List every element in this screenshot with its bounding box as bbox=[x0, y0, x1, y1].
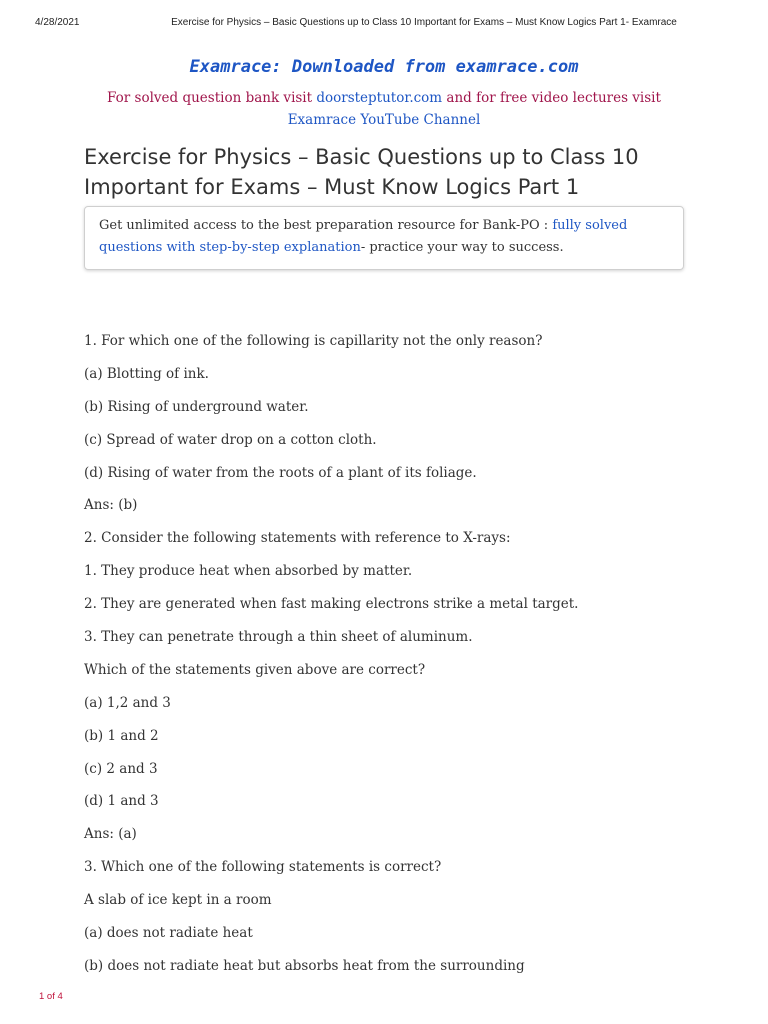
question-line: (b) Rising of underground water. bbox=[84, 398, 309, 415]
question-line: (b) does not radiate heat but absorbs heat from the surrounding bbox=[84, 957, 525, 974]
question-line: (d) 1 and 3 bbox=[84, 793, 159, 810]
access-notice-box bbox=[84, 206, 684, 270]
print-header bbox=[0, 17, 768, 31]
promo-text bbox=[0, 87, 768, 131]
question-line: Which of the statements given above are correct? bbox=[84, 661, 426, 678]
fully-solved-link[interactable]: fully solved questions with step-by-step explanation bbox=[99, 218, 628, 255]
notice-suffix: - practice your way to success. bbox=[360, 240, 564, 255]
page-title: Exercise for Physics – Basic Questions up to Class 10 Important for Exams – Must Know Logics Part 1 bbox=[84, 145, 639, 199]
notice-prefix: Get unlimited access to the best preparation resource for Bank-PO : bbox=[99, 218, 553, 233]
question-line: (b) 1 and 2 bbox=[84, 727, 159, 744]
question-line: (c) Spread of water drop on a cotton cloth. bbox=[84, 431, 377, 448]
question-line: (a) does not radiate heat bbox=[84, 925, 253, 942]
question-line: 2. Consider the following statements with reference to X-rays: bbox=[84, 530, 511, 547]
question-line: 1. They produce heat when absorbed by matter. bbox=[84, 563, 413, 580]
question-line: (a) Blotting of ink. bbox=[84, 365, 209, 382]
youtube-channel-link[interactable]: Examrace YouTube Channel bbox=[287, 112, 481, 128]
print-page-title: Exercise for Physics – Basic Questions up to Class 10 Important for Exams – Must Know Logics Part 1- Examrace bbox=[171, 17, 677, 28]
question-line: (c) 2 and 3 bbox=[84, 760, 158, 777]
page-number: 1 of 4 bbox=[39, 991, 63, 1002]
question-line: (a) 1,2 and 3 bbox=[84, 694, 171, 711]
promo-middle: and for free video lectures visit bbox=[442, 90, 661, 106]
question-line: (d) Rising of water from the roots of a plant of its foliage. bbox=[84, 464, 477, 481]
question-line: 3. Which one of the following statements is correct? bbox=[84, 859, 442, 876]
question-line: 3. They can penetrate through a thin sheet of aluminum. bbox=[84, 629, 473, 646]
question-content bbox=[84, 330, 724, 988]
print-date: 4/28/2021 bbox=[35, 17, 80, 28]
promo-prefix: For solved question bank visit bbox=[107, 90, 317, 106]
question-line: A slab of ice kept in a room bbox=[84, 892, 272, 909]
question-line: 1. For which one of the following is capillarity not the only reason? bbox=[84, 333, 543, 349]
doorsteptutor-link[interactable]: doorsteptutor.com bbox=[316, 90, 443, 106]
answer-line: Ans: (b) bbox=[84, 497, 138, 514]
question-line: 2. They are generated when fast making electrons strike a metal target. bbox=[84, 596, 579, 613]
watermark-banner: Examrace: Downloaded from examrace.com bbox=[189, 57, 579, 77]
answer-line: Ans: (a) bbox=[84, 826, 137, 843]
